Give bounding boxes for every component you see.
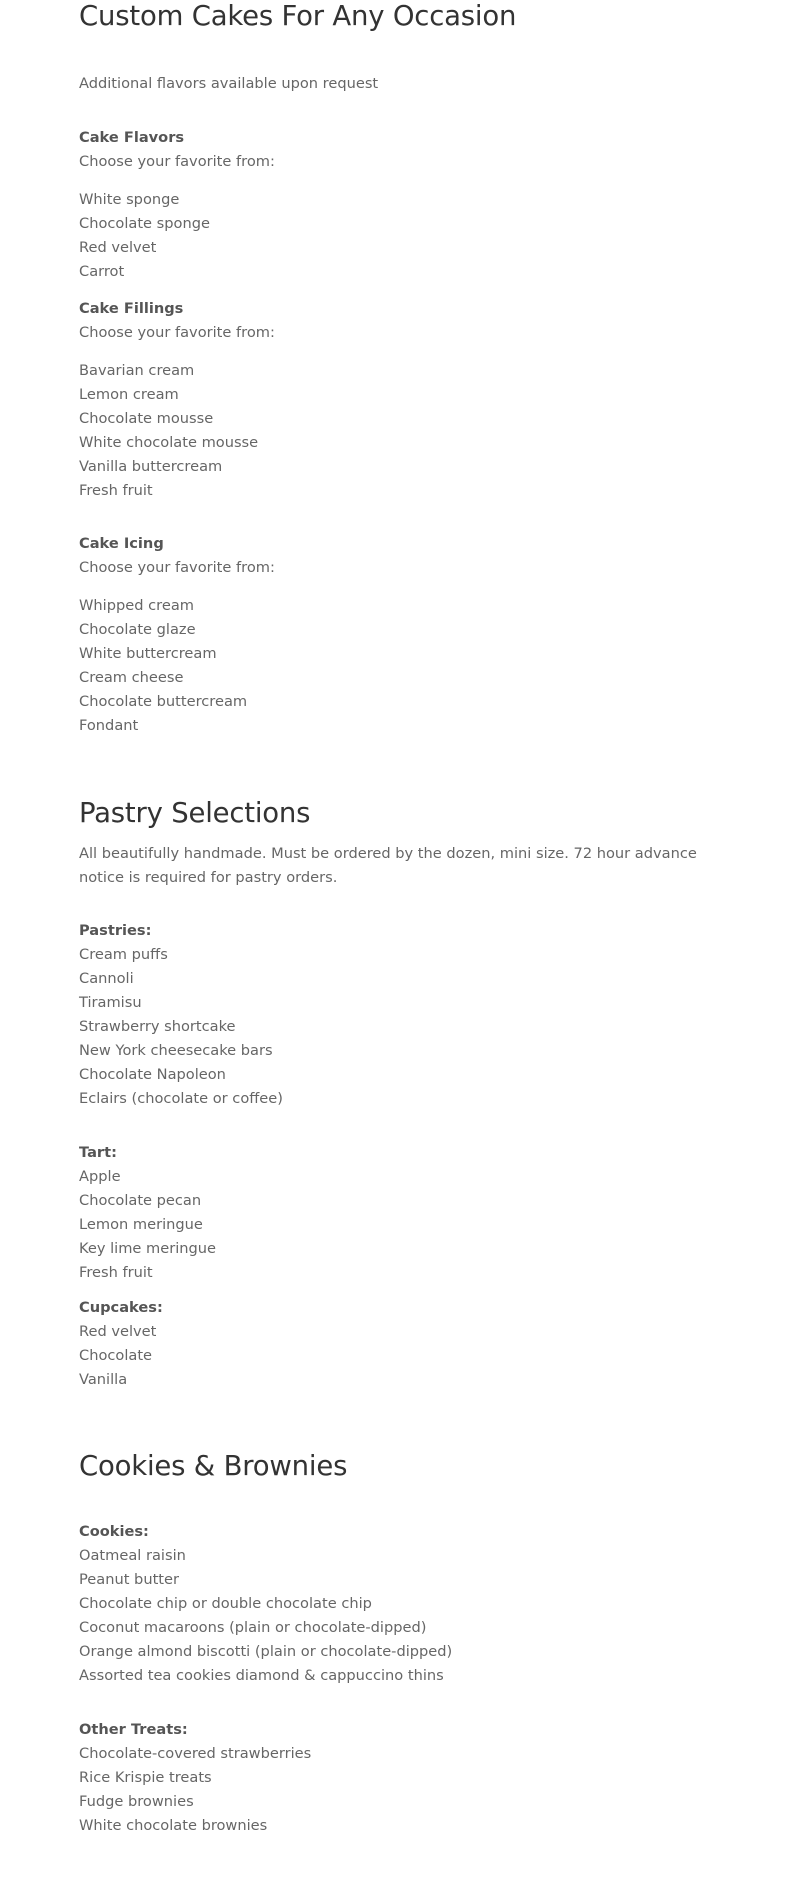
cookies-list xyxy=(79,1544,699,1688)
list-item: Fresh fruit xyxy=(79,482,153,499)
list-item: Cream cheese xyxy=(79,669,184,686)
tart-list xyxy=(79,1165,699,1285)
tart-heading: Tart: xyxy=(79,1144,117,1161)
list-item: Orange almond biscotti (plain or chocolate-dipped) xyxy=(79,1643,453,1660)
cake-icing-intro: Choose your favorite from: xyxy=(79,559,275,576)
cupcakes-list xyxy=(79,1320,699,1392)
list-item: Assorted tea cookies diamond & cappuccino thins xyxy=(79,1667,444,1684)
list-item: Cream puffs xyxy=(79,946,168,963)
other-treats-heading: Other Treats: xyxy=(79,1721,188,1738)
cake-fillings-heading: Cake Fillings xyxy=(79,300,184,317)
list-item: Chocolate-covered strawberries xyxy=(79,1745,312,1762)
list-item: White sponge xyxy=(79,191,180,208)
pastries-list xyxy=(79,943,699,1111)
cookies-heading: Cookies: xyxy=(79,1523,149,1540)
pastry-title: Pastry Selections xyxy=(79,797,311,829)
list-item: White chocolate mousse xyxy=(79,434,259,451)
list-item: Peanut butter xyxy=(79,1571,179,1588)
list-item: Chocolate chip or double chocolate chip xyxy=(79,1595,372,1612)
list-item: Carrot xyxy=(79,263,125,280)
list-item: White chocolate brownies xyxy=(79,1817,268,1834)
pastry-intro: All beautifully handmade. Must be ordered by the dozen, mini size. 72 hour advance notice is required for pastry orders. xyxy=(79,845,697,886)
list-item: Fresh fruit xyxy=(79,1264,153,1281)
list-item: Oatmeal raisin xyxy=(79,1547,186,1564)
list-item: Chocolate mousse xyxy=(79,410,214,427)
list-item: Fondant xyxy=(79,717,139,734)
list-item: Coconut macaroons (plain or chocolate-dipped) xyxy=(79,1619,427,1636)
cake-fillings-list xyxy=(79,359,699,503)
list-item: Red velvet xyxy=(79,239,157,256)
list-item: New York cheesecake bars xyxy=(79,1042,273,1059)
list-item: Chocolate pecan xyxy=(79,1192,202,1209)
cake-flavors-heading: Cake Flavors xyxy=(79,129,185,146)
cakes-note: Additional flavors available upon request xyxy=(79,75,379,92)
pastries-heading: Pastries: xyxy=(79,922,152,939)
list-item: White buttercream xyxy=(79,645,217,662)
list-item: Cannoli xyxy=(79,970,134,987)
list-item: Whipped cream xyxy=(79,597,194,614)
list-item: Chocolate Napoleon xyxy=(79,1066,226,1083)
list-item: Chocolate glaze xyxy=(79,621,196,638)
list-item: Lemon meringue xyxy=(79,1216,203,1233)
list-item: Red velvet xyxy=(79,1323,157,1340)
cake-icing-list xyxy=(79,594,699,738)
cakes-title: Custom Cakes For Any Occasion xyxy=(79,0,517,32)
cake-icing-heading: Cake Icing xyxy=(79,535,164,552)
list-item: Key lime meringue xyxy=(79,1240,217,1257)
list-item: Vanilla buttercream xyxy=(79,458,223,475)
list-item: Strawberry shortcake xyxy=(79,1018,236,1035)
list-item: Lemon cream xyxy=(79,386,179,403)
cake-flavors-list xyxy=(79,188,699,284)
list-item: Chocolate sponge xyxy=(79,215,210,232)
list-item: Fudge brownies xyxy=(79,1793,194,1810)
list-item: Apple xyxy=(79,1168,121,1185)
cake-fillings-intro: Choose your favorite from: xyxy=(79,324,275,341)
list-item: Chocolate xyxy=(79,1347,153,1364)
cookies-title: Cookies & Brownies xyxy=(79,1450,348,1482)
list-item: Chocolate buttercream xyxy=(79,693,248,710)
list-item: Eclairs (chocolate or coffee) xyxy=(79,1090,283,1107)
list-item: Bavarian cream xyxy=(79,362,195,379)
list-item: Rice Krispie treats xyxy=(79,1769,212,1786)
list-item: Vanilla xyxy=(79,1371,128,1388)
cupcakes-heading: Cupcakes: xyxy=(79,1299,163,1316)
list-item: Tiramisu xyxy=(79,994,142,1011)
cake-flavors-intro: Choose your favorite from: xyxy=(79,153,275,170)
other-treats-list xyxy=(79,1742,699,1838)
